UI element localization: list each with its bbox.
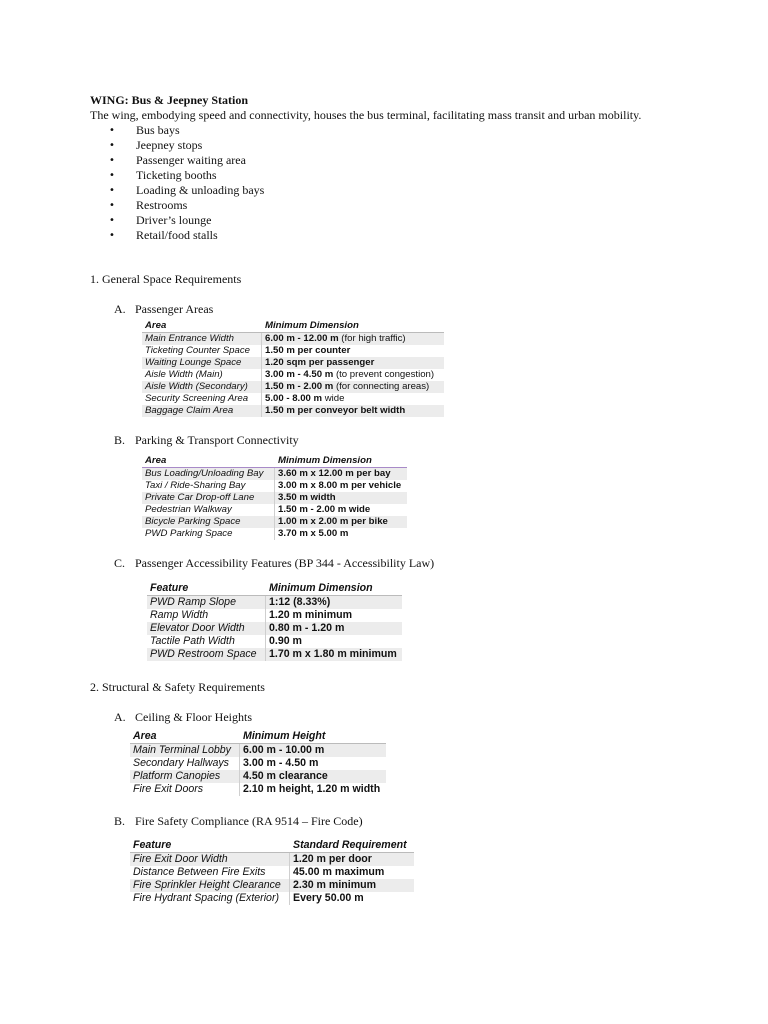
bullet-icon: • — [109, 185, 115, 196]
table-header-cell: Minimum Dimension — [262, 320, 445, 333]
table-cell: PWD Restroom Space — [147, 648, 266, 661]
table-cell: 3.70 m x 5.00 m — [275, 528, 408, 540]
table-cell: Bus Loading/Unloading Bay — [142, 468, 275, 481]
subsection-label: A. — [114, 302, 126, 316]
intro-paragraph: The wing, embodying speed and connectivity, houses the bus terminal, facilitating mass transit and urban mobility. — [90, 108, 642, 122]
table-row — [142, 504, 407, 516]
table-row — [147, 635, 402, 648]
list-item: • Jeepney stops — [109, 138, 203, 152]
table-cell: 3.00 m - 4.50 m — [240, 757, 387, 770]
table-cell: 2.10 m height, 1.20 m width — [240, 783, 387, 796]
list-item: • Restrooms — [109, 198, 188, 212]
table-header-cell: Standard Requirement — [290, 839, 415, 853]
list-item: • Retail/food stalls — [109, 228, 218, 242]
page-title: WING: Bus & Jeepney Station — [90, 93, 249, 107]
table-cell: 45.00 m maximum — [290, 866, 415, 879]
table-cell: 4.50 m clearance — [240, 770, 387, 783]
bullet-icon: • — [109, 230, 115, 241]
table-row — [142, 405, 444, 417]
table-cell: 1.00 m x 2.00 m per bike — [275, 516, 408, 528]
table-cell: Ramp Width — [150, 609, 209, 621]
table-row — [142, 369, 444, 381]
table-header-row — [142, 320, 444, 333]
table-cell: 1.20 sqm per passenger — [262, 357, 445, 369]
subsection-title-fire-safety: Fire Safety Compliance (RA 9514 – Fire Code) — [135, 814, 363, 828]
table-row — [130, 892, 414, 905]
list-item: • Ticketing booths — [109, 168, 217, 182]
table-row — [142, 492, 407, 504]
table-cell: Secondary Hallways — [133, 757, 229, 769]
table-cell: Bicycle Parking Space — [142, 516, 275, 528]
ceiling-floor-heights-table — [130, 730, 386, 796]
table-cell: 1.50 m - 2.00 m (for connecting areas) — [262, 381, 445, 393]
table-header-cell: Feature — [147, 582, 266, 596]
table-cell: 5.00 - 8.00 m wide — [262, 393, 445, 405]
table-cell: 1:12 (8.33%) — [266, 596, 403, 610]
bullet-icon: • — [109, 170, 115, 181]
table-row — [147, 648, 402, 661]
table-cell: Fire Hydrant Spacing (Exterior) — [133, 892, 280, 904]
table-header-row — [142, 455, 407, 468]
table-cell: Ticketing Counter Space — [145, 345, 250, 356]
table-row — [142, 381, 444, 393]
table-cell: 1.20 m per door — [290, 853, 415, 867]
table-cell: Aisle Width (Secondary) — [142, 381, 262, 393]
parking-connectivity-table — [142, 455, 407, 540]
table-cell: Waiting Lounge Space — [142, 357, 262, 369]
table-header-cell: Area — [130, 730, 240, 744]
bullet-icon: • — [109, 140, 115, 151]
subsection-label: A. — [114, 710, 126, 724]
table-cell: 0.80 m - 1.20 m — [266, 622, 403, 635]
table-cell: Fire Exit Doors — [133, 783, 204, 795]
subsection-title-parking: Parking & Transport Connectivity — [135, 433, 299, 447]
table-cell: 6.00 m - 12.00 m (for high traffic) — [262, 333, 445, 346]
table-header-row — [130, 730, 386, 744]
table-row — [142, 333, 444, 346]
table-cell: Distance Between Fire Exits — [133, 866, 266, 878]
table-row — [130, 783, 386, 796]
table-cell: 1.70 m x 1.80 m minimum — [266, 648, 403, 661]
table-row — [142, 480, 407, 492]
table-cell: Main Terminal Lobby — [130, 744, 240, 758]
subsection-title-accessibility: Passenger Accessibility Features (BP 344 - Accessibility Law) — [135, 556, 435, 570]
table-cell: Fire Exit Door Width — [130, 853, 290, 867]
table-header-row — [130, 839, 414, 853]
table-row — [130, 744, 386, 758]
table-row — [142, 516, 407, 528]
bullet-icon: • — [109, 200, 115, 211]
table-cell: Tactile Path Width — [150, 635, 235, 647]
table-row — [147, 622, 402, 635]
table-cell: 1.50 m per conveyor belt width — [262, 405, 445, 417]
table-cell: Aisle Width (Main) — [145, 369, 223, 380]
table-header-cell: Minimum Dimension — [275, 455, 408, 468]
subsection-label: C. — [114, 556, 126, 570]
table-cell: PWD Parking Space — [145, 528, 233, 539]
table-cell: 0.90 m — [266, 635, 403, 648]
table-row — [142, 393, 444, 405]
table-row — [142, 468, 407, 481]
table-cell: Elevator Door Width — [147, 622, 266, 635]
table-cell: Private Car Drop-off Lane — [142, 492, 275, 504]
table-row — [142, 357, 444, 369]
table-cell: Platform Canopies — [130, 770, 240, 783]
bullet-icon: • — [109, 155, 115, 166]
table-cell: 2.30 m minimum — [290, 879, 415, 892]
table-cell: 3.00 m - 4.50 m (to prevent congestion) — [262, 369, 445, 381]
table-cell: 3.50 m width — [275, 492, 408, 504]
accessibility-features-table — [147, 582, 402, 661]
table-cell: 3.60 m x 12.00 m per bay — [275, 468, 408, 481]
subsection-title-passenger-areas: Passenger Areas — [135, 302, 214, 316]
table-row — [142, 528, 407, 540]
table-cell: Main Entrance Width — [142, 333, 262, 346]
table-header-cell: Minimum Height — [240, 730, 387, 744]
table-cell: Security Screening Area — [145, 393, 249, 404]
table-header-cell: Area — [142, 455, 275, 468]
table-cell: Fire Sprinkler Height Clearance — [130, 879, 290, 892]
subsection-label: B. — [114, 433, 126, 447]
table-row — [130, 866, 414, 879]
table-header-cell: Area — [142, 320, 262, 333]
table-cell: Pedestrian Walkway — [145, 504, 232, 515]
list-item: • Loading & unloading bays — [109, 183, 265, 197]
table-header-cell: Feature — [130, 839, 290, 853]
subsection-title-ceiling-heights: Ceiling & Floor Heights — [135, 710, 252, 724]
list-item: • Passenger waiting area — [109, 153, 246, 167]
table-cell: Every 50.00 m — [290, 892, 415, 905]
table-cell: 1.50 m - 2.00 m wide — [275, 504, 408, 516]
list-item: • Bus bays — [109, 123, 180, 137]
bullet-icon: • — [109, 215, 115, 226]
table-cell: Baggage Claim Area — [142, 405, 262, 417]
table-cell: 1.50 m per counter — [262, 345, 445, 357]
passenger-areas-table — [142, 320, 444, 417]
table-cell: 6.00 m - 10.00 m — [240, 744, 387, 758]
table-cell: 3.00 m x 8.00 m per vehicle — [275, 480, 408, 492]
table-cell: 1.20 m minimum — [266, 609, 403, 622]
fire-safety-table — [130, 839, 414, 905]
section-heading-general-space: 1. General Space Requirements — [90, 272, 242, 286]
subsection-label: B. — [114, 814, 126, 828]
list-item: • Driver’s lounge — [109, 213, 212, 227]
bullet-icon: • — [109, 125, 115, 136]
table-header-row — [147, 582, 402, 596]
table-row — [130, 757, 386, 770]
table-row — [147, 596, 402, 610]
table-row — [147, 609, 402, 622]
table-row — [130, 853, 414, 867]
table-row — [130, 770, 386, 783]
table-cell: PWD Ramp Slope — [147, 596, 266, 610]
table-row — [130, 879, 414, 892]
table-cell: Taxi / Ride-Sharing Bay — [145, 480, 246, 491]
table-header-cell: Minimum Dimension — [266, 582, 403, 596]
facility-bullet-list — [109, 123, 264, 243]
table-row — [142, 345, 444, 357]
section-heading-structural-safety: 2. Structural & Safety Requirements — [90, 680, 265, 694]
